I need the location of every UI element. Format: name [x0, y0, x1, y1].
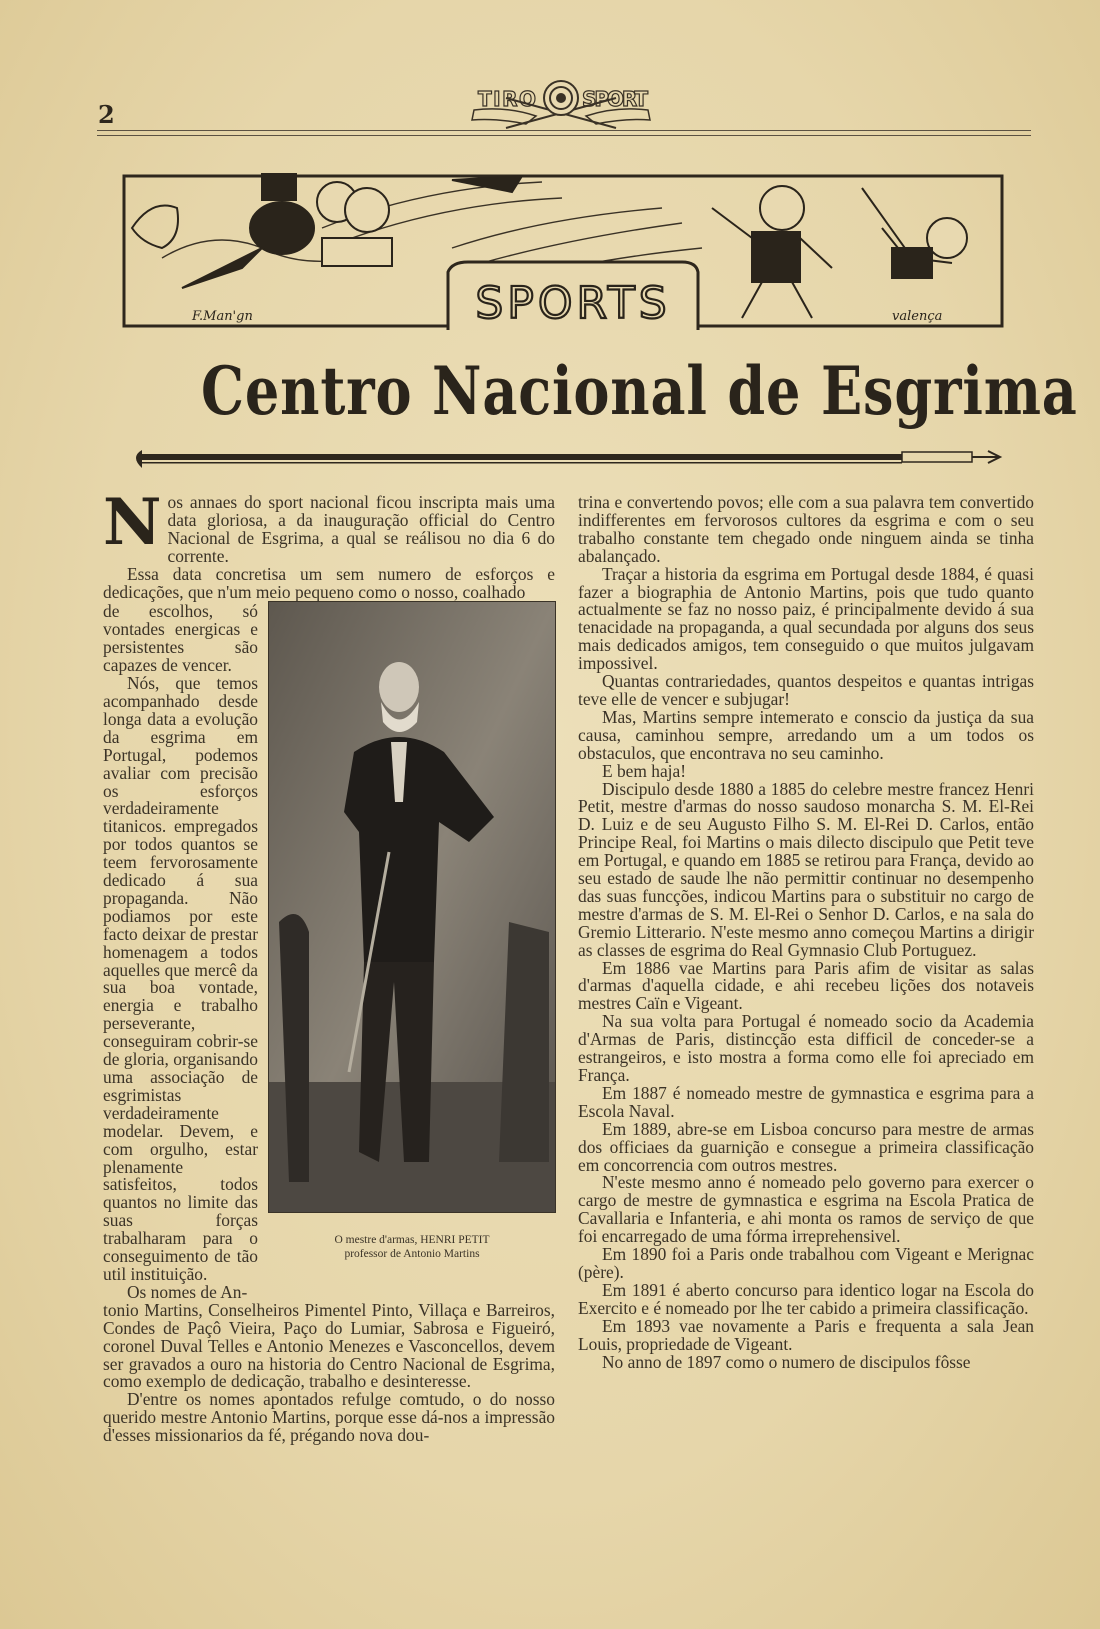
paragraph: N'este mesmo anno é nomeado pelo governo para exercer o cargo de mestre de gymnastica e esgrima na Escola Pratica de Cavallaria e Infanteria, e ahi monta os ramos de serviço de que foi encarregado de uma fórma irreprehensivel.	[578, 1172, 1034, 1247]
drop-cap: N	[103, 485, 162, 560]
svg-text:TIRO: TIRO	[478, 87, 536, 111]
paragraph: Em 1890 foi a Paris onde trabalhou com Vigeant e Merignac (père).	[578, 1244, 1034, 1282]
paragraph: Nos annaes do sport nacional ficou inscripta mais uma data gloriosa, a da inauguração official do Centro Nacional de Esgrima, a qual se reálisou no dia 6 do corrente.	[103, 485, 555, 566]
paragraph: Os nomes de An-	[127, 1281, 248, 1302]
svg-text:SPORT: SPORT	[582, 87, 648, 111]
paragraph: Mas, Martins sempre intemerato e conscio da justiça da sua causa, caminhou sempre, arredando um a um todos os obstaculos, que encontrava no seu caminho.	[578, 706, 1034, 763]
right-column	[578, 494, 1034, 1371]
caption-line: professor de Antonio Martins	[344, 1248, 480, 1261]
banner-heading: SPORTS	[475, 278, 671, 329]
photo-block	[268, 601, 556, 1261]
photo-wrap-row	[103, 601, 555, 1301]
artist-signature: valença	[892, 309, 943, 324]
title-ornament-rule	[128, 446, 1004, 472]
header-rule	[97, 135, 1031, 136]
page-number: 2	[98, 100, 115, 129]
paragraph: Em 1893 vae novamente a Paris e frequenta a sala Jean Louis, propriedade de Vigeant.	[578, 1315, 1034, 1354]
paragraph: Em 1887 é nomeado mestre de gymnastica e esgrima para a Escola Naval.	[578, 1082, 1034, 1121]
paragraph: tonio Martins, Conselheiros Pimentel Pinto, Villaça e Barreiros, Condes de Paçô Vieira, Paço do Lumiar, Sabrosa e Figueiró, coronel Duval Telles e Antonio Menezes e Vasconcellos, devem ser gravados a ouro na historia do Centro Nacional de Esgrima, como exemplo de dedicação, trabalho e desinteresse.	[103, 1299, 555, 1392]
portrait-photo	[268, 601, 556, 1213]
paragraph: trina e convertendo povos; elle com a sua palavra tem convertido indifferentes em fervorosos cultores da esgrima e com o seu trabalho constante tem chegado onde ninguem ainda se tinha abalançado.	[578, 492, 1034, 566]
narrow-text	[103, 603, 258, 1301]
paragraph: Na sua volta para Portugal é nomeado socio da Academia d'Armas de Paris, distincção esta difficil de conceder-se a estrangeiros, e isto mostra a forma como elle foi apreciado em França.	[578, 1011, 1034, 1085]
paragraph: Essa data concretisa um sem numero de esforços e dedicações, que n'um meio pequeno como o nosso, coalhado	[103, 563, 555, 602]
paragraph: Em 1889, abre-se em Lisboa concurso para mestre de armas dos officiaes da guarnição e consegue a primeira classificação em concorrencia com outros mestres.	[578, 1118, 1034, 1175]
caption-line: O mestre d'armas, HENRI PETIT	[334, 1234, 490, 1247]
paragraph: Discipulo desde 1880 a 1885 do celebre mestre francez Henri Petit, mestre d'armas do nosso saudoso monarcha S. M. El-Rei D. Luiz e de seu Augusto Filho S. M. El-Rei D. Carlos, então Principe Real, foi Martins o mais dilecto discipulo que Petit teve em Portugal, e quando em 1885 se retirou para França, devido ao seu estado de saude lhe não permittir continuar no desempenho das suas funcções, indicou Martins para o substituir no cargo de mestre d'armas de S. M. El-Rei o Senhor D. Carlos, e na sala do Gremio Litterario. N'este mesmo anno começou Martins a dirigir as classes de esgrima do Real Gymnasio Club Portuguez.	[578, 778, 1034, 960]
paragraph: Quantas contrariedades, quantos despeitos e quantas intrigas teve elle de vencer e subjugar!	[578, 671, 1034, 709]
paragraph: E bem haja!	[602, 760, 687, 781]
artist-signature: F.Man'gn	[192, 309, 253, 324]
left-column	[103, 485, 555, 1446]
header-rule	[97, 130, 1031, 131]
paragraph: No anno de 1897 como o numero de discipulos fôsse	[602, 1351, 971, 1372]
article-title: Centro Nacional de Esgrima	[201, 352, 1078, 430]
photo-caption	[268, 1233, 556, 1261]
paragraph: Traçar a historia da esgrima em Portugal desde 1884, é quasi fazer a biographia de Antonio Martins, pois que tudo quanto actualmente se faz no nosso paiz, é principalmente devido á sua tenacidade na propaganda, a qual secundada por alguns dos seus mais dedicados amigos, tem conseguido o que muitos julgavam impossivel.	[578, 563, 1034, 674]
sports-cartoon-banner	[122, 168, 1004, 330]
tiro-e-sport-logo	[466, 76, 656, 132]
paragraph: Nós, que temos acompanhado desde longa data a evolução da esgrima em Portugal, podemos avaliar com precisão os esforços verdadeiramente titanicos. empregados por todos quantos se teem fervorosamente dedicado á sua propaganda. Não podiamos por este facto deixar de prestar homenagem a todos aquelles que mercê da sua boa vontade, energia e trabalho perseverante, conseguiram cobrir-se de gloria, organisando uma associação de esgrimistas verdadeiramente modelar. Devem, e com orgulho, estar plenamente satisfeitos, todos quantos no limite das suas forças trabalharam para o conseguimento de tão util instituição.	[103, 673, 258, 1284]
paragraph: de escolhos, só vontades energicas e persistentes são capazes de vencer.	[103, 601, 258, 676]
paragraph: Em 1891 é aberto concurso para identico logar na Escola do Exercito e é nomeado por lhe ter cabido a primeira classificação.	[578, 1279, 1034, 1318]
paragraph: Em 1886 vae Martins para Paris afim de visitar as salas d'armas d'aquella cidade, e ahi recebeu lições dos notaveis mestres Caïn e Vigeant.	[578, 957, 1034, 1014]
paragraph: D'entre os nomes apontados refulge comtudo, o do nosso querido mestre Antonio Martins, porque esse dá-nos a impressão d'esses missionarios da fé, prégando nova dou-	[103, 1389, 555, 1446]
